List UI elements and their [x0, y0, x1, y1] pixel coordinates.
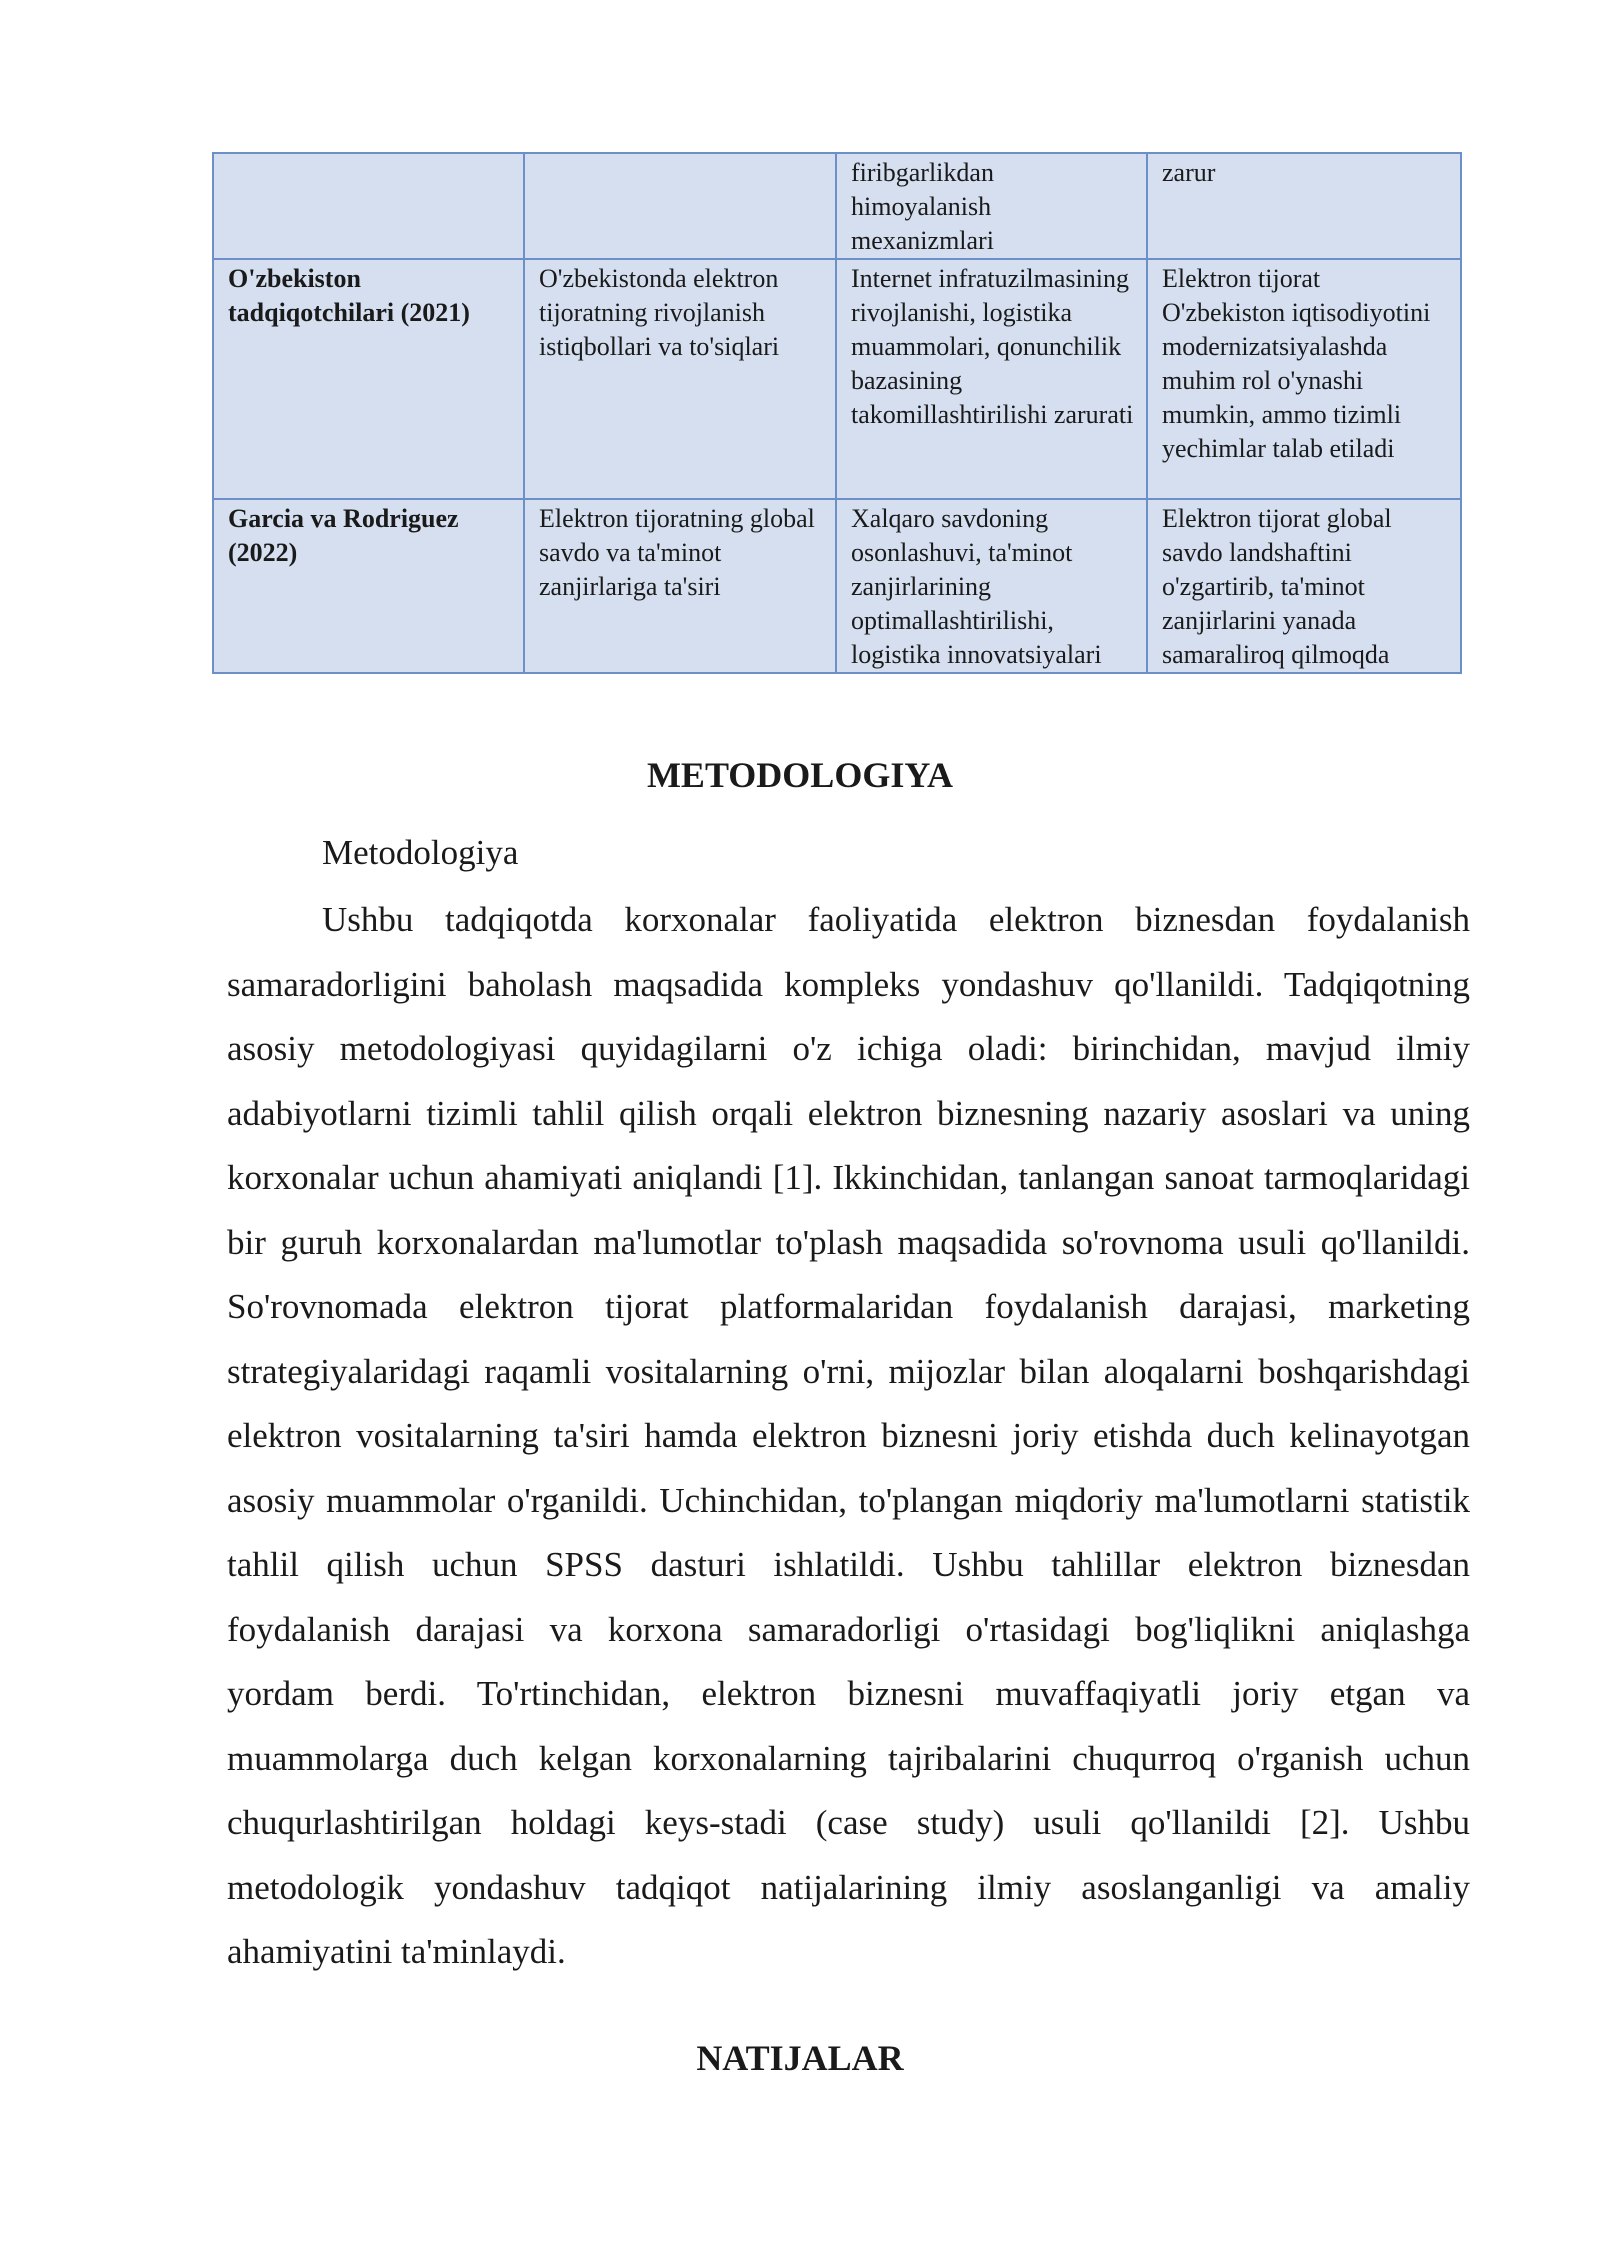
methodology-subheading: Metodologiya — [322, 833, 519, 872]
table-cell-findings: Xalqaro savdoning osonlashuvi, ta'minot zanjirlarining optimallashtirilishi, logistika innovatsiyalari — [836, 499, 1147, 673]
methodology-heading: METODOLOGIYA — [646, 755, 954, 795]
table-cell-findings: firibgarlikdan himoyalanish mexanizmlari — [836, 153, 1147, 259]
table-cell-author: Garcia va Rodriguez (2022) — [213, 499, 524, 673]
table-row — [213, 499, 1461, 673]
literature-review-table — [212, 152, 1462, 674]
table-cell-conclusion: zarur — [1147, 153, 1461, 259]
results-heading: NATIJALAR — [696, 2038, 904, 2078]
table-cell-topic: Elektron tijoratning global savdo va ta'minot zanjirlariga ta'siri — [524, 499, 836, 673]
table-cell-findings: Internet infratuzilmasining rivojlanishi, logistika muammolari, qonunchilik bazasining takomillashtirilishi zarurati — [836, 259, 1147, 499]
table-cell-topic: O'zbekistonda elektron tijoratning rivojlanish istiqbollari va to'siqlari — [524, 259, 836, 499]
table-row — [213, 259, 1461, 499]
table-cell-topic — [524, 153, 836, 259]
table-cell-author — [213, 153, 524, 259]
table-cell-author: O'zbekiston tadqiqotchilari (2021) — [213, 259, 524, 499]
table-row — [213, 153, 1461, 259]
methodology-paragraph: Ushbu tadqiqotda korxonalar faoliyatida elektron biznesdan foydalanish samaradorligini baholash maqsadida kompleks yondashuv qo'llanildi. Tadqiqotning asosiy metodologiyasi quyidagilarni o'z ichiga oladi: birinchidan, mavjud ilmiy adabiyotlarni tizimli tahlil qilish orqali elektron biznesning nazariy asoslari va uning korxonalar uchun ahamiyati aniqlandi [1]. Ikkinchidan, tanlangan sanoat tarmoqlaridagi bir guruh korxonalardan ma'lumotlar to'plash maqsadida so'rovnoma usuli qo'llanildi. So'rovnomada elektron tijorat platformalaridan foydalanish darajasi, marketing strategiyalaridagi raqamli vositalarning o'rni, mijozlar bilan aloqalarni boshqarishdagi elektron vositalarning ta'siri hamda elektron biznesni joriy etishda duch kelinayotgan asosiy muammolar o'rganildi. Uchinchidan, to'plangan miqdoriy ma'lumotlarni statistik tahlil qilish uchun SPSS dasturi ishlatildi. Ushbu tahlillar elektron biznesdan foydalanish darajasi va korxona samaradorligi o'rtasidagi bog'liqlikni aniqlashga yordam berdi. To'rtinchidan, elektron biznesni muvaffaqiyatli joriy etgan va muammolarga duch kelgan korxonalarning tajribalarini chuqurroq o'rganish uchun chuqurlashtirilgan holdagi keys-stadi (case study) usuli qo'llanildi [2]. Ushbu metodologik yondashuv tadqiqot natijalarining ilmiy asoslanganligi va amaliy ahamiyatini ta'minlaydi. — [227, 900, 1470, 1971]
table-cell-conclusion: Elektron tijorat O'zbekiston iqtisodiyotini modernizatsiyalashda muhim rol o'ynashi mumkin, ammo tizimli yechimlar talab etiladi — [1147, 259, 1461, 499]
table-cell-conclusion: Elektron tijorat global savdo landshaftini o'zgartirib, ta'minot zanjirlarini yanada samaraliroq qilmoqda — [1147, 499, 1461, 673]
